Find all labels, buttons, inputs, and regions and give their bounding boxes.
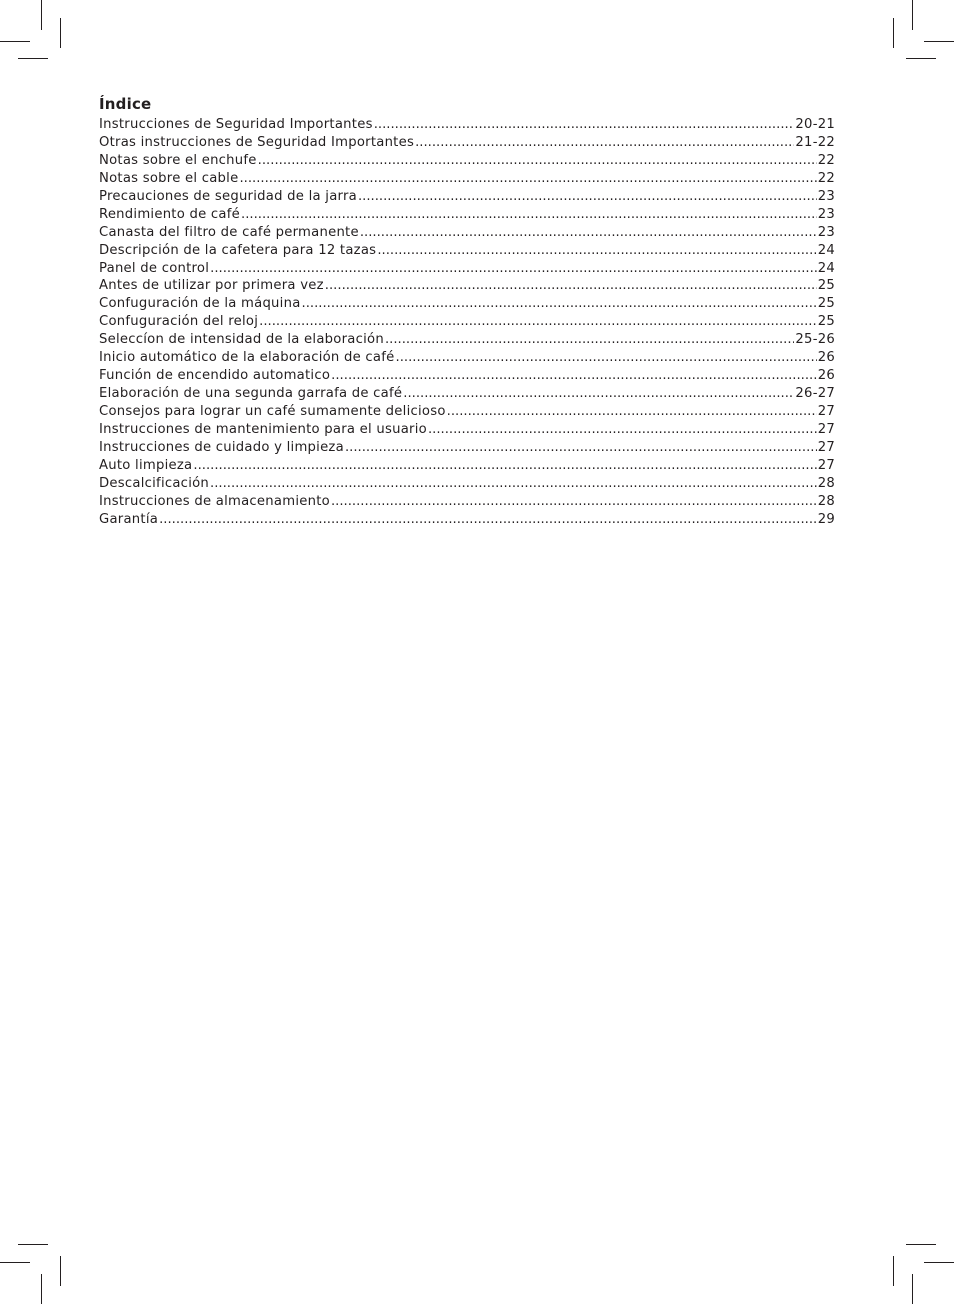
toc-entry-label: Confuguración de la máquina [99, 296, 301, 312]
dot-leader [241, 207, 817, 222]
toc-entry [99, 171, 835, 189]
crop-mark [41, 1274, 42, 1304]
crop-mark [41, 0, 42, 30]
crop-mark [912, 1274, 913, 1304]
toc-entry-label: Otras instrucciones de Seguridad Importantes [99, 134, 415, 150]
toc-entry [99, 476, 835, 494]
toc-entry [99, 207, 835, 225]
toc-entry-page: 29 [817, 511, 835, 527]
dot-leader [377, 243, 816, 258]
crop-mark [906, 1244, 936, 1245]
dot-leader [360, 225, 817, 240]
toc-entry-page: 23 [817, 206, 835, 222]
toc-entry-page: 21-22 [795, 134, 835, 150]
crop-mark [60, 18, 61, 48]
toc-entry-page: 27 [817, 404, 835, 419]
toc-entry-label: Confuguración del reloj [99, 314, 259, 330]
crop-mark [60, 1256, 61, 1286]
dot-leader [396, 350, 817, 365]
toc-entry-label: Antes de utilizar por primera vez [99, 278, 324, 294]
crop-mark [893, 1256, 894, 1286]
toc-entry-page: 24 [817, 242, 835, 258]
toc-entry-label: Instrucciones de mantenimiento para el usuario [99, 421, 427, 437]
toc-entry [99, 368, 835, 386]
toc-entry-label: Garantía [99, 511, 159, 527]
crop-mark [18, 58, 48, 59]
dot-leader [428, 422, 817, 437]
toc-entry [99, 404, 835, 422]
crop-mark [924, 41, 954, 42]
toc-entry-label: Auto limpieza [99, 457, 193, 473]
toc-entry-label: Seleccíon de intensidad de la elaboración [99, 332, 384, 348]
toc-entry [99, 225, 835, 243]
toc-entry-page: 28 [817, 475, 835, 491]
toc-entry [99, 350, 835, 368]
table-of-contents [99, 95, 835, 530]
dot-leader [302, 296, 817, 311]
toc-entry-label: Consejos para lograr un café sumamente delicioso [99, 404, 446, 419]
toc-entry [99, 153, 835, 171]
dot-leader [258, 153, 817, 168]
toc-entry-label: Panel de control [99, 260, 210, 276]
toc-title: Índice [99, 95, 152, 113]
toc-entry [99, 386, 835, 404]
dot-leader [239, 171, 816, 186]
toc-entry-label: Instrucciones de almacenamiento [99, 493, 330, 509]
crop-mark [912, 0, 913, 30]
dot-leader [345, 440, 817, 455]
toc-entry-page: 26-27 [795, 386, 835, 402]
dot-leader [210, 476, 817, 491]
toc-entry-page: 24 [817, 260, 835, 276]
dot-leader [374, 117, 795, 132]
toc-entry [99, 512, 835, 530]
toc-list [99, 117, 835, 530]
toc-entry [99, 458, 835, 476]
toc-entry-page: 27 [817, 421, 835, 437]
dot-leader [403, 386, 794, 401]
toc-entry [99, 278, 835, 296]
toc-entry-page: 20-21 [795, 117, 835, 132]
toc-entry-label: Notas sobre el cable [99, 170, 239, 186]
dot-leader [358, 189, 817, 204]
toc-entry-label: Instrucciones de Seguridad Importantes [99, 117, 373, 132]
toc-entry [99, 332, 835, 350]
dot-leader [259, 314, 817, 329]
toc-entry-label: Rendimiento de café [99, 206, 241, 222]
toc-entry [99, 135, 835, 153]
toc-entry [99, 422, 835, 440]
crop-mark [906, 58, 936, 59]
toc-entry [99, 314, 835, 332]
toc-entry [99, 296, 835, 314]
toc-entry-label: Elaboración de una segunda garrafa de café [99, 386, 403, 402]
toc-entry-page: 25 [817, 278, 835, 294]
toc-entry [99, 494, 835, 512]
toc-entry-page: 25-26 [795, 332, 835, 348]
toc-entry-page: 28 [817, 493, 835, 509]
toc-entry [99, 189, 835, 207]
dot-leader [159, 512, 817, 527]
crop-mark [924, 1262, 954, 1263]
dot-leader [193, 458, 816, 473]
dot-leader [325, 278, 817, 293]
toc-entry-label: Precauciones de seguridad de la jarra [99, 188, 357, 204]
toc-entry-page: 27 [817, 439, 835, 455]
toc-entry-label: Función de encendido automatico [99, 368, 331, 384]
toc-entry-label: Canasta del filtro de café permanente [99, 224, 359, 240]
toc-entry-page: 22 [817, 170, 835, 186]
toc-entry-page: 26 [817, 350, 835, 366]
toc-entry-page: 25 [817, 314, 835, 330]
toc-entry-page: 27 [817, 457, 835, 473]
toc-entry-label: Notas sobre el enchufe [99, 152, 257, 168]
dot-leader [447, 404, 817, 419]
toc-entry-label: Inicio automático de la elaboración de café [99, 350, 395, 366]
toc-entry [99, 117, 835, 135]
toc-entry-page: 25 [817, 296, 835, 312]
toc-entry-page: 23 [817, 188, 835, 204]
toc-entry [99, 243, 835, 261]
toc-entry [99, 261, 835, 279]
toc-entry [99, 440, 835, 458]
toc-entry-page: 26 [817, 368, 835, 384]
dot-leader [331, 368, 817, 383]
toc-entry-label: Descalcificación [99, 475, 210, 491]
crop-mark [0, 1262, 30, 1263]
toc-entry-label: Instrucciones de cuidado y limpieza [99, 439, 344, 455]
crop-mark [893, 18, 894, 48]
toc-entry-page: 23 [817, 224, 835, 240]
dot-leader [415, 135, 794, 150]
dot-leader [385, 332, 794, 347]
crop-mark [0, 41, 30, 42]
crop-mark [18, 1244, 48, 1245]
toc-entry-page: 22 [817, 152, 835, 168]
dot-leader [331, 494, 817, 509]
dot-leader [210, 261, 817, 276]
toc-entry-label: Descripción de la cafetera para 12 tazas [99, 242, 377, 258]
